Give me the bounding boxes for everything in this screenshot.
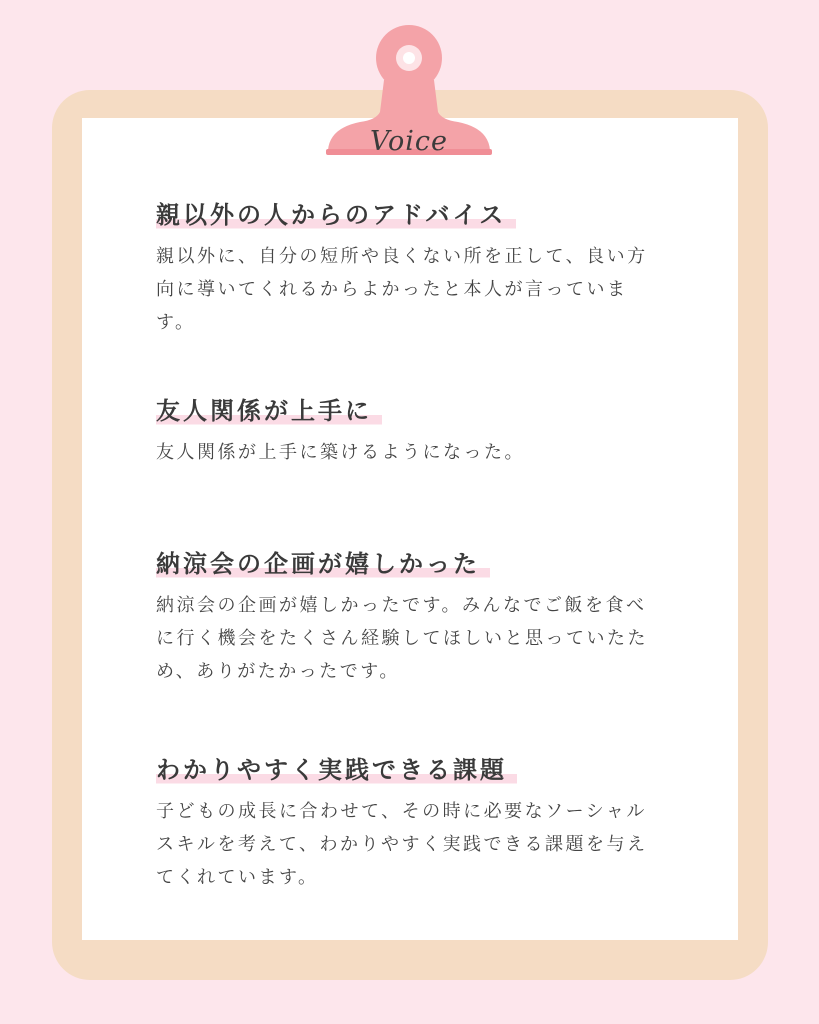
clip-icon [322,22,496,162]
item-title: 友人関係が上手に [156,394,382,428]
item-title: 納涼会の企画が嬉しかった [156,547,490,581]
voice-item-3 [156,547,676,688]
voice-label: Voice [369,126,448,157]
item-body: 親以外に、自分の短所や良くない所を正して、良い方向に導いてくれるからよかったと本人が言っています。 [156,246,648,333]
item-body: 友人関係が上手に築けるようになった。 [156,442,525,463]
voice-item-4 [156,753,676,894]
item-title: わかりやすく実践できる課題 [156,753,517,787]
item-title: 親以外の人からのアドバイス [156,198,516,232]
item-body: 子どもの成長に合わせて、その時に必要なソーシャルスキルを考えて、わかりやすく実践できる課題を与えてくれています。 [156,801,648,888]
item-body: 納涼会の企画が嬉しかったです。みんなでご飯を食べに行く機会をたくさん経験してほしいと思っていたため、ありがたかったです。 [156,595,648,682]
voice-item-2 [156,394,676,469]
voice-item-1 [156,198,676,339]
